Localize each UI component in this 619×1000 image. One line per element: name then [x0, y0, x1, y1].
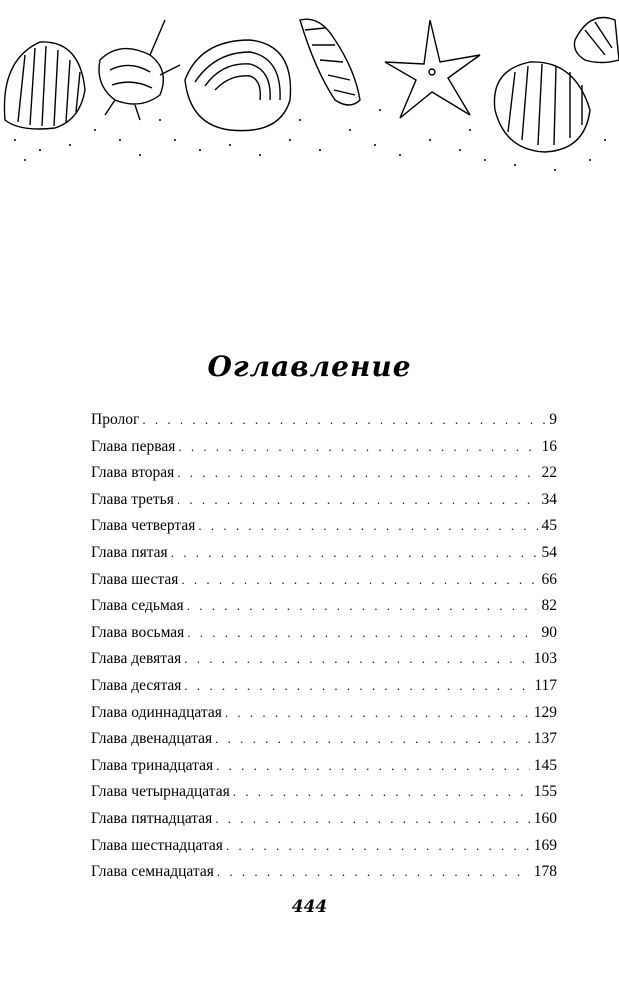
toc-entry[interactable]	[91, 513, 557, 540]
toc-entry-page: 90	[541, 623, 557, 641]
toc-entry-page: 145	[533, 756, 557, 774]
toc-entry-page: 9	[549, 411, 557, 428]
clam-shell-icon	[185, 40, 291, 131]
toc-entry[interactable]	[91, 673, 557, 700]
toc-entry-page: 178	[533, 863, 557, 881]
toc-entry-label: Глава шестая	[91, 570, 179, 588]
toc-entry-label: Глава тринадцатая	[91, 756, 214, 774]
toc-entry-page: 117	[534, 676, 557, 694]
dot-leader	[184, 673, 530, 700]
toc-entry[interactable]	[91, 726, 557, 753]
toc-entry[interactable]	[91, 434, 557, 461]
dot-leader	[177, 460, 537, 487]
toc-entry-label: Глава семнадцатая	[91, 863, 214, 881]
dot-leader	[217, 859, 530, 886]
toc-entry[interactable]	[91, 567, 557, 594]
toc-entry-page: 169	[533, 836, 557, 854]
toc-entry-label: Глава третья	[91, 490, 174, 508]
toc-entry-label: Глава седьмая	[91, 597, 184, 615]
toc-entry[interactable]	[91, 620, 557, 647]
dot-leader	[177, 487, 538, 514]
page-number: 444	[291, 897, 328, 917]
dot-leader	[215, 726, 530, 753]
dot-leader	[216, 753, 530, 780]
cockle-shell-icon	[574, 18, 619, 63]
toc-entry-page: 155	[533, 783, 557, 801]
toc-entry-label: Глава четырнадцатая	[91, 783, 230, 801]
toc-entry-page: 16	[541, 437, 557, 455]
dot-leader	[181, 567, 537, 594]
toc-entry[interactable]	[91, 700, 557, 727]
spiral-shell-icon	[300, 19, 360, 105]
toc-entry-page: 54	[541, 543, 557, 561]
toc-entry[interactable]	[91, 779, 557, 806]
dot-leader	[226, 833, 530, 860]
sand-dots	[14, 109, 606, 171]
toc-entry-label: Глава восьмая	[91, 623, 185, 641]
toc-entry-page: 45	[541, 517, 557, 535]
scallop-shell-icon	[4, 42, 85, 129]
dot-leader	[184, 646, 529, 673]
dot-leader	[198, 513, 537, 540]
toc-entry[interactable]	[91, 540, 557, 567]
toc-entry-label: Глава пятая	[91, 543, 168, 561]
toc-entry-label: Глава десятая	[91, 676, 182, 694]
toc-entry-page: 103	[533, 650, 557, 668]
toc-entry-label: Пролог	[91, 411, 140, 428]
toc-entry-page: 137	[533, 730, 557, 748]
toc-entry-page: 22	[541, 464, 557, 482]
toc-entry-label: Глава девятая	[91, 650, 182, 668]
toc-entry-label: Глава двенадцатая	[91, 730, 213, 748]
conch-shell-icon	[99, 20, 180, 120]
dot-leader	[142, 407, 545, 434]
dot-leader	[171, 540, 538, 567]
toc-entry-label: Глава пятнадцатая	[91, 809, 213, 827]
dot-leader	[178, 434, 537, 461]
toc-entry[interactable]	[91, 593, 557, 620]
toc-entry-page: 34	[541, 490, 557, 508]
seashell-illustration	[0, 0, 619, 190]
scallop-shell-icon	[494, 62, 590, 152]
toc-entry[interactable]	[91, 753, 557, 780]
starfish-icon	[385, 20, 480, 118]
toc-entry-page: 66	[541, 570, 557, 588]
dot-leader	[215, 806, 529, 833]
page-title: Оглавление	[207, 350, 412, 383]
dot-leader	[233, 779, 530, 806]
toc-entry[interactable]	[91, 460, 557, 487]
toc-entry-label: Глава шестнадцатая	[91, 836, 223, 854]
dot-leader	[225, 700, 530, 727]
toc-entry[interactable]	[91, 806, 557, 833]
toc-entry-page: 82	[541, 597, 557, 615]
toc-entry[interactable]	[91, 859, 557, 886]
toc-entry[interactable]	[91, 833, 557, 860]
toc-entry[interactable]	[91, 407, 557, 434]
table-of-contents	[91, 407, 557, 886]
toc-entry-page: 160	[533, 809, 557, 827]
toc-entry-page: 129	[533, 703, 557, 721]
dot-leader	[187, 620, 537, 647]
toc-entry-label: Глава одиннадцатая	[91, 703, 222, 721]
toc-entry[interactable]	[91, 487, 557, 514]
toc-entry-label: Глава четвертая	[91, 517, 196, 535]
dot-leader	[187, 593, 538, 620]
toc-entry[interactable]	[91, 646, 557, 673]
toc-entry-label: Глава вторая	[91, 464, 175, 482]
toc-entry-label: Глава первая	[91, 437, 176, 455]
